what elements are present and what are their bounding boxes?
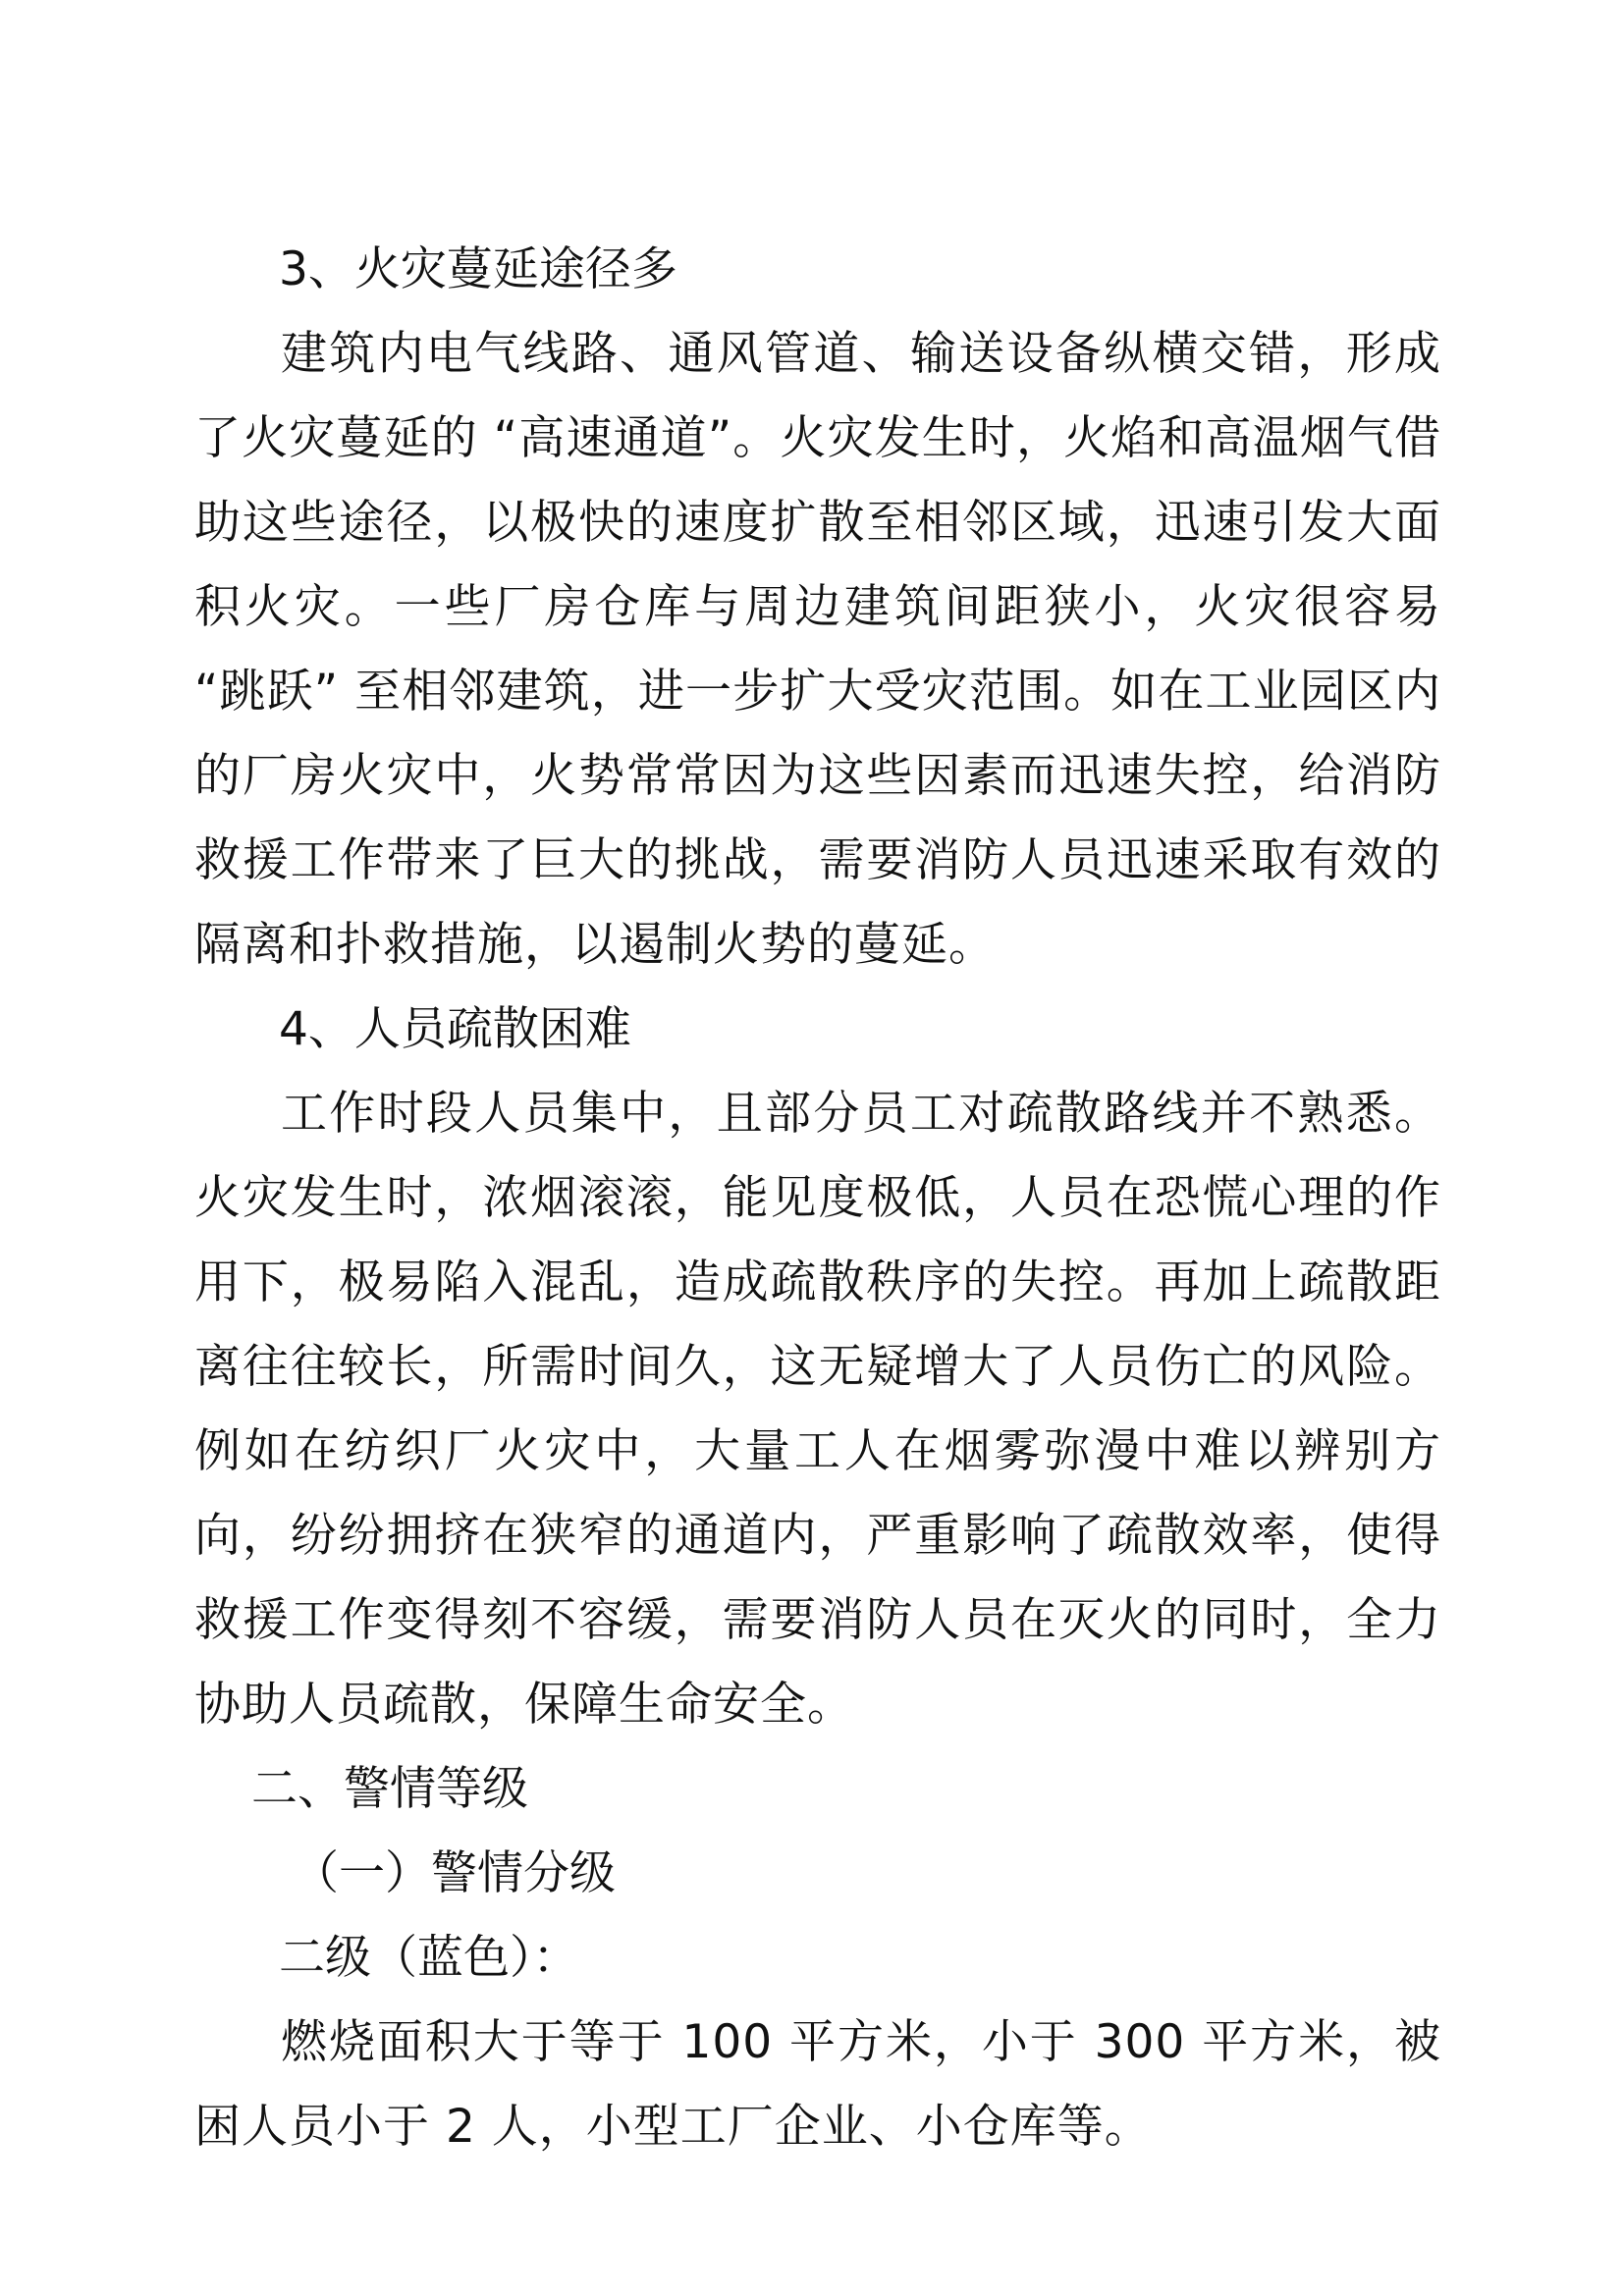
section-heading-3: 3、火灾蔓延途径多 [279, 242, 677, 296]
level-label-blue: 二级（蓝色）： [279, 1931, 579, 1985]
part-heading-alarm-levels: 二、警情等级 [251, 1762, 528, 1816]
subheading-alarm-classification: （一）警情分级 [293, 1846, 616, 1900]
level-description-paragraph: 燃烧面积大于等于 100 平方米，小于 300 平方米，被困人员小于 2 人，小型工厂企业、小仓库等。 [194, 2015, 1441, 2154]
section-heading-4: 4、人员疏散困难 [279, 1002, 631, 1056]
section-4-paragraph: 工作时段人员集中，且部分员工对疏散路线并不熟悉。火灾发生时，浓烟滚滚，能见度极低，人员在恐慌心理的作用下，极易陷入混乱，造成疏散秩序的失控。再加上疏散距离往往较长，所需时间久，这无疑增大了人员伤亡的风险。例如在纺织厂火灾中，大量工人在烟雾弥漫中难以辨别方向，纷纷拥挤在狭窄的通道内，严重影响了疏散效率，使得救援工作变得刻不容缓，需要消防人员在灭火的同时，全力协助人员疏散，保障生命安全。 [194, 1087, 1441, 1732]
section-3-paragraph: 建筑内电气线路、通风管道、输送设备纵横交错，形成了火灾蔓延的 “高速通道”。火灾发生时，火焰和高温烟气借助这些途径，以极快的速度扩散至相邻区域，迅速引发大面积火灾。一些厂房仓库与周边建筑间距狭小，火灾很容易 “跳跃” 至相邻建筑，进一步扩大受灾范围。如在工业园区内的厂房火灾中，火势常常因为这些因素而迅速失控，给消防救援工作带来了巨大的挑战，需要消防人员迅速采取有效的隔离和扑救措施，以遏制火势的蔓延。 [194, 327, 1441, 972]
document-page [194, 228, 1441, 2169]
